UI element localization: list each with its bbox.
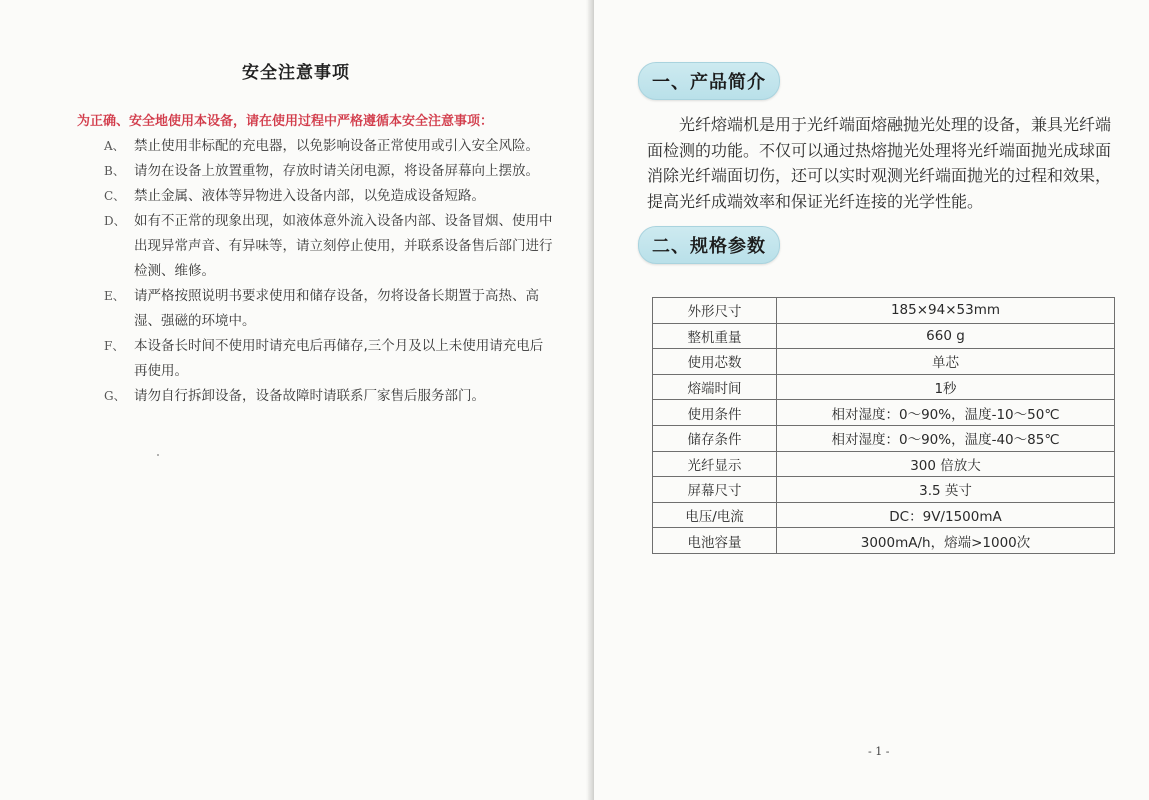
table-row (653, 477, 1115, 503)
rule-letter: B、 (104, 164, 125, 178)
rule-text: 请严格按照说明书要求使用和储存设备，勿将设备长期置于高热、高湿、强磁的环境中。 (134, 288, 539, 329)
section-header-specs: 二、规格参数 (638, 226, 780, 264)
spec-key: 储存条件 (653, 425, 777, 451)
spec-value: 相对湿度：0～90%，温度-40～85℃ (777, 425, 1115, 451)
rule-a (104, 134, 564, 159)
rule-d (104, 209, 564, 284)
spec-key: 屏幕尺寸 (653, 477, 777, 503)
spec-key: 电压/电流 (653, 502, 777, 528)
product-intro-text (647, 112, 1125, 214)
rule-g (104, 384, 564, 409)
rule-b (104, 159, 564, 184)
spec-key: 使用条件 (653, 400, 777, 426)
rule-letter: E、 (104, 289, 125, 303)
rule-text: 禁止金属、液体等异物进入设备内部，以免造成设备短路。 (134, 188, 485, 204)
spec-value: 3.5 英寸 (777, 477, 1115, 503)
table-row (653, 451, 1115, 477)
page-number: - 1 - (868, 745, 890, 758)
rule-letter: A、 (104, 139, 125, 153)
rule-f (104, 334, 564, 384)
table-row (653, 298, 1115, 324)
table-row (653, 400, 1115, 426)
spec-key: 使用芯数 (653, 349, 777, 375)
rule-text: 如有不正常的现象出现，如液体意外流入设备内部、设备冒烟、使用中出现异常声音、有异味等，请立刻停止使用，并联系设备售后部门进行检测、维修。 (134, 213, 553, 279)
spec-key: 熔端时间 (653, 374, 777, 400)
spec-value: 相对湿度：0～90%，温度-10～50℃ (777, 400, 1115, 426)
spec-value: 3000mA/h，熔端>1000次 (777, 528, 1115, 554)
rule-letter: D、 (104, 214, 126, 228)
spec-table (652, 297, 1115, 554)
spec-value: 单芯 (777, 349, 1115, 375)
spec-value: 660 g (777, 323, 1115, 349)
rule-text: 禁止使用非标配的充电器，以免影响设备正常使用或引入安全风险。 (134, 138, 539, 154)
spec-value: 1秒 (777, 374, 1115, 400)
rule-text: 请勿在设备上放置重物，存放时请关闭电源，将设备屏幕向上摆放。 (134, 163, 539, 179)
spec-value: 300 倍放大 (777, 451, 1115, 477)
table-row (653, 374, 1115, 400)
spec-value: DC：9V/1500mA (777, 502, 1115, 528)
safety-title: 安全注意事项 (242, 63, 350, 83)
rule-c (104, 184, 564, 209)
rule-letter: F、 (104, 339, 125, 353)
table-row (653, 349, 1115, 375)
table-row (653, 528, 1115, 554)
rule-e (104, 284, 564, 334)
spec-value: 185×94×53mm (777, 298, 1115, 324)
table-row (653, 425, 1115, 451)
spec-key: 电池容量 (653, 528, 777, 554)
rule-letter: C、 (104, 189, 126, 203)
section-header-intro: 一、产品简介 (638, 62, 780, 100)
rule-letter: G、 (104, 389, 126, 403)
safety-intro: 为正确、安全地使用本设备，请在使用过程中严格遵循本安全注意事项： (77, 114, 494, 129)
print-speck (157, 454, 159, 456)
product-intro-body: 光纤熔端机是用于光纤端面熔融抛光处理的设备，兼具光纤端面检测的功能。不仅可以通过热熔抛光处理将光纤端面抛光成球面消除光纤端面切伤，还可以实时观测光纤端面抛光的过程和效果，提高光纤成端效率和保证光纤连接的光学性能。 (647, 115, 1112, 211)
spec-key: 整机重量 (653, 323, 777, 349)
table-row (653, 323, 1115, 349)
spec-key: 外形尺寸 (653, 298, 777, 324)
rule-text: 本设备长时间不使用时请充电后再储存,三个月及以上未使用请充电后再使用。 (134, 338, 544, 379)
safety-rules-list (104, 134, 564, 409)
table-row (653, 502, 1115, 528)
spec-key: 光纤显示 (653, 451, 777, 477)
rule-text: 请勿自行拆卸设备，设备故障时请联系厂家售后服务部门。 (134, 388, 485, 404)
